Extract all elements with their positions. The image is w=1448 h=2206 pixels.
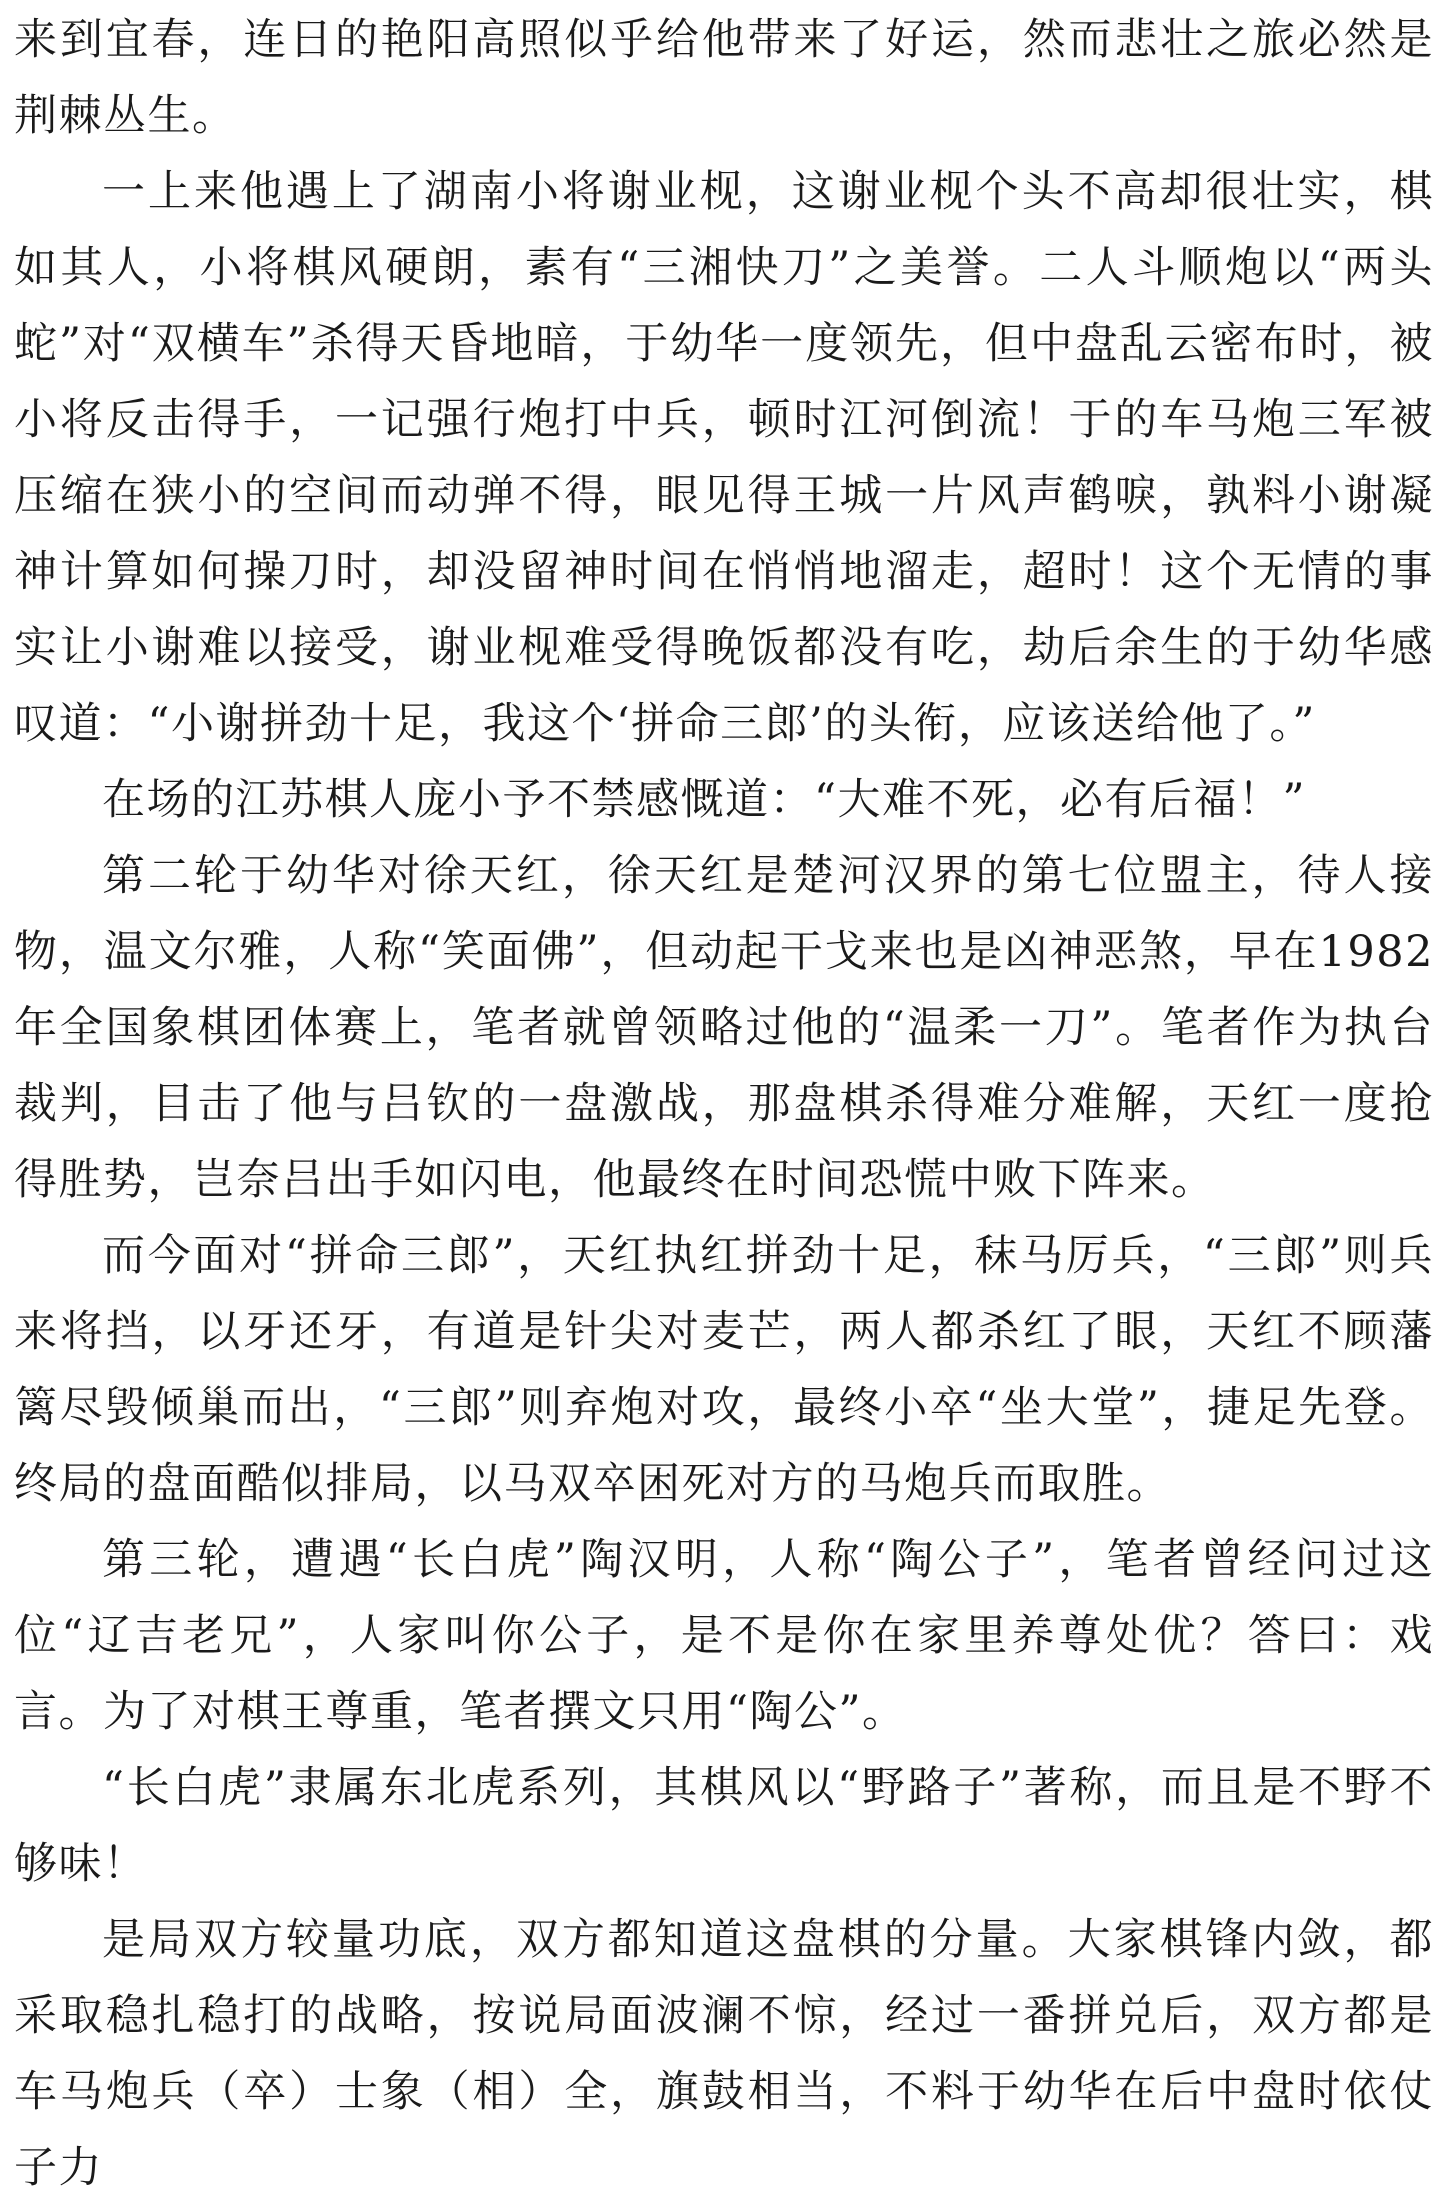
paragraph-8: 是局双方较量功底，双方都知道这盘棋的分量。大家棋锋内敛，都采取稳扎稳打的战略，按说局面波澜不惊，经过一番拼兑后，双方都是车马炮兵（卒）士象（相）全，旗鼓相当，不料于幼华在后中盘时依仗子力 (14, 1915, 1434, 2193)
paragraph-5: 而今面对“拼命三郎”，天红执红拼劲十足，秣马厉兵，“三郎”则兵来将挡，以牙还牙，有道是针尖对麦芒，两人都杀红了眼，天红不顾藩篱尽毁倾巢而出，“三郎”则弃炮对攻，最终小卒“坐大堂”，捷足先登。终局的盘面酷似排局，以马双卒困死对方的马炮兵而取胜。 (14, 1231, 1434, 1509)
paragraph-1: 来到宜春，连日的艳阳高照似乎给他带来了好运，然而悲壮之旅必然是荆棘丛生。 (14, 15, 1434, 141)
paragraph-7: “长白虎”隶属东北虎系列，其棋风以“野路子”著称，而且是不野不够味！ (14, 1763, 1434, 1889)
paragraph-3: 在场的江苏棋人庞小予不禁感慨道：“大难不死，必有后福！” (102, 775, 1306, 825)
paragraph-2: 一上来他遇上了湖南小将谢业枧，这谢业枧个头不高却很壮实，棋如其人，小将棋风硬朗，素有“三湘快刀”之美誉。二人斗顺炮以“两头蛇”对“双横车”杀得天昏地暗，于幼华一度领先，但中盘乱云密布时，被小将反击得手，一记强行炮打中兵，顿时江河倒流！于的车马炮三军被压缩在狭小的空间而动弹不得，眼见得王城一片风声鹤唳，孰料小谢凝神计算如何操刀时，却没留神时间在悄悄地溜走，超时！这个无情的事实让小谢难以接受，谢业枧难受得晚饭都没有吃，劫后余生的于幼华感叹道：“小谢拼劲十足，我这个‘拼命三郎’的头衔，应该送给他了。” (14, 167, 1434, 749)
paragraph-6: 第三轮，遭遇“长白虎”陶汉明，人称“陶公子”，笔者曾经问过这位“辽吉老兄”，人家叫你公子，是不是你在家里养尊处优？答曰：戏言。为了对棋王尊重，笔者撰文只用“陶公”。 (14, 1535, 1434, 1737)
paragraph-4: 第二轮于幼华对徐天红，徐天红是楚河汉界的第七位盟主，待人接物，温文尔雅，人称“笑面佛”，但动起干戈来也是凶神恶煞，早在1982年全国象棋团体赛上，笔者就曾领略过他的“温柔一刀”。笔者作为执台裁判，目击了他与吕钦的一盘激战，那盘棋杀得难分难解，天红一度抢得胜势，岂奈吕出手如闪电，他最终在时间恐慌中败下阵来。 (14, 851, 1434, 1205)
